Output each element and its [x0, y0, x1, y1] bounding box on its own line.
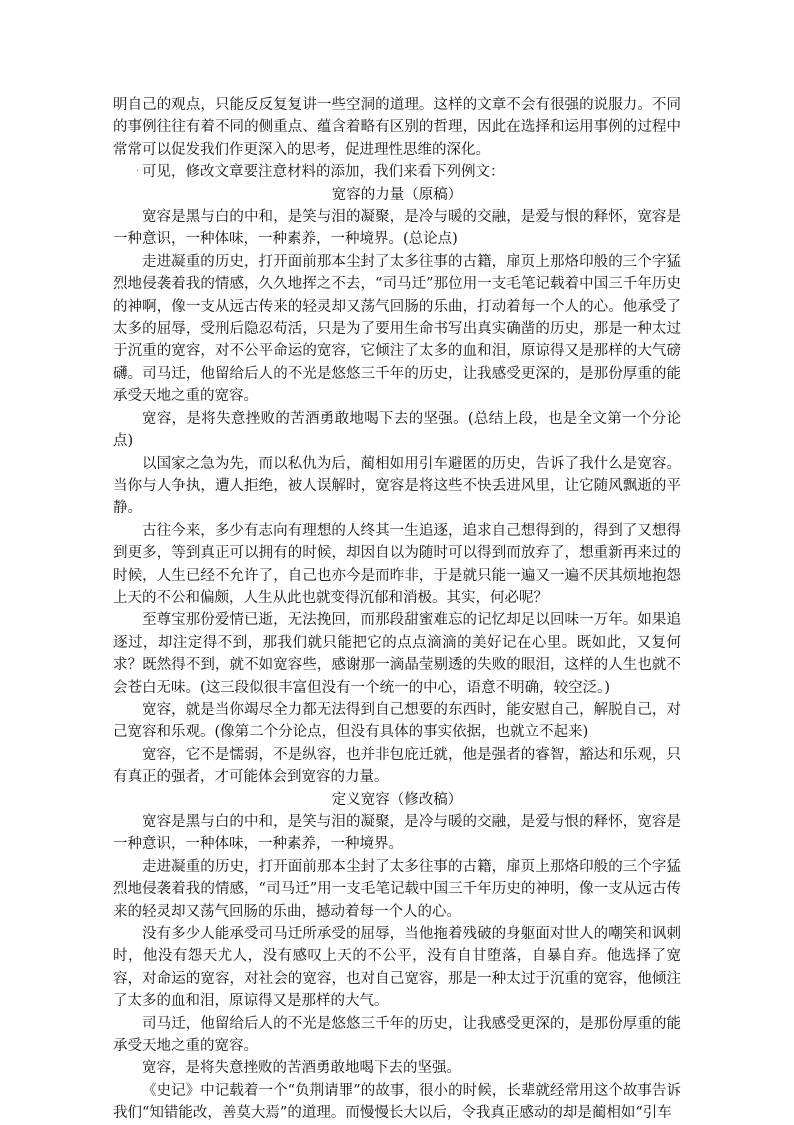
- essay-title-revised: 定义宽容（修改稿）: [331, 791, 463, 808]
- paragraph: 司马迁，他留给后人的不光是悠悠三千年的历史，让我感受更深的，是那份厚重的能承受天地之重的宽容。: [113, 1015, 681, 1055]
- paragraph: 宽容是黑与白的中和，是笑与泪的凝聚，是冷与暖的交融，是爱与恨的释怀，宽容是一种意识，一种体味，一种素养，一种境界。(总论点): [113, 209, 681, 248]
- paragraph: 宽容，是将失意挫败的苦酒勇敢地喝下去的坚强。(总结上段，也是全文第一个分论点): [113, 410, 681, 450]
- paragraph: 宽容，它不是懦弱，不是纵容，也并非包庇迁就，他是强者的睿智，豁达和乐观，只有真正的强者，才可能体会到宽容的力量。: [113, 746, 681, 786]
- paragraph: 宽容是黑与白的中和，是笑与泪的凝聚，是冷与暖的交融，是爱与恨的释怀，宽容是一种意识，一种体味，一种素养，一种境界。: [113, 814, 681, 853]
- paragraph: 宽容，就是当你竭尽全力都无法得到自己想要的东西时，能安慰自己，解脱自己，对己宽容和乐观。(像第二个分论点，但没有具体的事实依据，也就立不起来): [113, 701, 681, 741]
- paragraph: 至尊宝那份爱情已逝，无法挽回，而那段甜蜜难忘的记忆却足以回味一万年。如果追逐过，却注定得不到，那我们就只能把它的点点滴滴的美好记在心里。既如此，又复何求？既然得不到，就不如宽容些，感谢那一滴晶莹剔透的失败的眼泪，这样的人生也就不会苍白无味。(这三段似很丰富但没有一个统一的中心，语意不明确，较空泛。): [113, 612, 681, 696]
- paragraph: 古往今来，多少有志向有理想的人终其一生追逐，追求自己想得到的，得到了又想得到更多，等到真正可以拥有的时候，却因自以为随时可以得到而放弃了，想重新再来过的时候，人生已经不允许了，自己也亦今是而昨非，于是就只能一遍又一遍不厌其烦地抱怨上天的不公和偏颇，人生从此也就变得沉郁和消极。其实，何必呢？: [113, 522, 681, 606]
- paragraph: 宽容，是将失意挫败的苦酒勇敢地喝下去的坚强。: [142, 1060, 461, 1077]
- paragraph: 《史记》中记载着一个“负荆请罪”的故事，很小的时候，长辈就经常用这个故事告诉我们“知错能改，善莫大焉”的道理。而慢慢长大以后，令我真正感动的却是蔺相如“引车: [113, 1082, 681, 1122]
- paragraph: 走进凝重的历史，打开面前那本尘封了太多往事的古籍，扉页上那烙印般的三个字猛烈地侵袭着我的情感，“司马迁”用一支毛笔记载中国三千年历史的神明，像一支从远古传来的轻灵却又荡气回肠的乐曲，撼动着每一个人的心。: [113, 858, 681, 920]
- paragraph-intro-continued: 明自己的观点，只能反反复复讲一些空洞的道理。这样的文章不会有很强的说服力。不同的事例往往有着不同的侧重点、蕴含着略有区别的哲理，因此在选择和运用事例的过程中常常可以促发我们作更深入的思考，促进理性思维的深化。: [113, 97, 681, 158]
- list-marker: ·: [136, 166, 140, 178]
- paragraph: 以国家之急为先，而以私仇为后，蔺相如用引车避匿的历史，告诉了我什么是宽容。当你与人争执，遭人拒绝，被人误解时，宽容是将这些不快丢进风里，让它随风飘逝的平静。: [113, 455, 681, 517]
- paragraph: 走进凝重的历史，打开面前那本尘封了太多往事的古籍，扉页上那烙印般的三个字猛烈地侵袭着我的情感，久久地挥之不去，“司马迁”那位用一支毛笔记载着中国三千年历史的神啊，像一支从远古传来的轻灵却又荡气回肠的乐曲，打动着每一个人的心。他承受了太多的屈辱，受刑后隐忍苟活，只是为了要用生命书写出真实确凿的历史，那是一种太过于沉重的宽容，对不公平命运的宽容，它倾注了太多的血和泪，原谅得又是那样的大气磅礴。司马迁，他留给后人的不光是悠悠三千年的历史，让我感受更深的，是那份厚重的能承受天地之重的宽容。: [113, 253, 681, 405]
- paragraph-transition-text: 可见，修改文章要注意材料的添加，我们来看下列例文：: [142, 164, 505, 181]
- paragraph: 没有多少人能承受司马迁所承受的屈辱，当他拖着残破的身躯面对世人的嘲笑和讽刺时，他没有怨天尤人，没有感叹上天的不公平，没有自甘堕落，自暴自弃。他选择了宽容，对命运的宽容，对社会的宽容，也对自己宽容，那是一种太过于沉重的宽容，他倾注了太多的血和泪，原谅得又是那样的大气。: [113, 926, 681, 1010]
- paragraph-transition: [113, 161, 681, 183]
- essay-title-original: 宽容的力量（原稿）: [331, 186, 463, 203]
- document-page: [113, 94, 681, 1125]
